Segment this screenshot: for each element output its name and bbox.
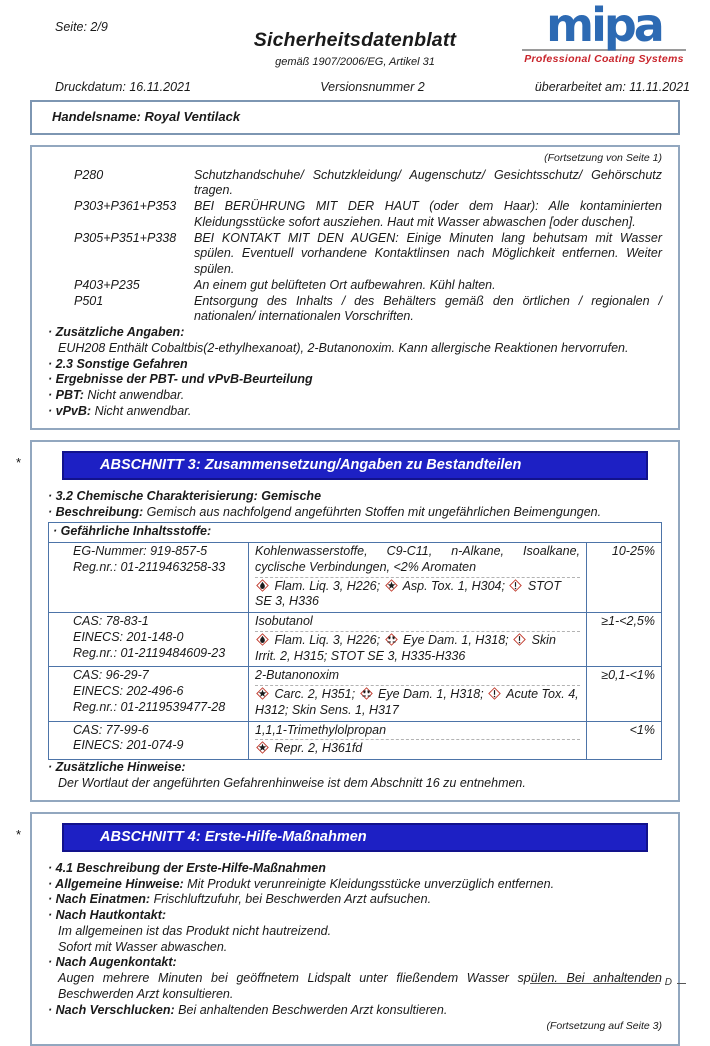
first-aid-text: Im allgemeinen ist das Produkt nicht hautreizend. bbox=[58, 923, 332, 938]
vpvb-label: · vPvB: bbox=[48, 403, 92, 418]
additional-notes-text: Der Wortlaut der angeführten Gefahrenhinweise ist dem Abschnitt 16 zu entnehmen. bbox=[58, 775, 526, 790]
pbt-vpvb-heading: · Ergebnisse der PBT- und vPvB-Beurteilung bbox=[48, 372, 313, 387]
ghs-exclamation-icon bbox=[488, 687, 501, 700]
footer-rule bbox=[677, 983, 686, 984]
hazard-classification: Flam. Liq. 3, H226; bbox=[271, 632, 384, 647]
substance-id-line: EINECS: 201-148-0 bbox=[73, 629, 184, 644]
mipa-logo-wordmark: mipa bbox=[546, 0, 662, 52]
first-aid-text: Augen mehrere Minuten bei geöffnetem Lidspalt unter fließendem Wasser spülen. Bei anhaltenden Beschwerden Arzt konsultieren. bbox=[58, 971, 662, 1001]
substance-name: 1,1,1-Trimethylolpropan bbox=[255, 722, 387, 737]
p-phrase-row bbox=[48, 278, 662, 294]
ghs-exclamation-icon bbox=[509, 579, 522, 592]
hazardous-ingredients-table bbox=[48, 522, 662, 760]
page-footer-mark bbox=[530, 977, 686, 990]
p-phrase-code: P403+P235 bbox=[74, 277, 140, 292]
pbt-label: · PBT: bbox=[48, 388, 84, 403]
ingredients-table-heading: · Gefährliche Inhaltsstoffe: bbox=[53, 524, 212, 539]
pbt-value: Nicht anwendbar. bbox=[87, 388, 185, 403]
revision-date: überarbeitet am: 11.11.2021 bbox=[534, 80, 691, 94]
substance-id-line: EINECS: 202-496-6 bbox=[73, 684, 184, 699]
doc-subtitle: gemäß 1907/2006/EG, Artikel 31 bbox=[275, 55, 435, 68]
substance-name: Isobutanol bbox=[255, 614, 313, 629]
substance-name: 2-Butanonoxim bbox=[255, 668, 340, 683]
p-phrase-row bbox=[48, 199, 662, 231]
print-date: Druckdatum: 16.11.2021 bbox=[55, 80, 191, 94]
substance-id-line: CAS: 78-83-1 bbox=[73, 614, 149, 629]
p-phrase-row bbox=[48, 294, 662, 326]
hazard-classification: Repr. 2, H361fd bbox=[271, 741, 363, 756]
page-number: Seite: 2/9 bbox=[55, 20, 108, 34]
hazard-classification: Eye Dam. 1, H318; bbox=[399, 632, 513, 647]
substance-id-line: EINECS: 201-074-9 bbox=[73, 738, 184, 753]
ingredient-identifiers bbox=[49, 722, 249, 760]
hazard-classification: Skin Irrit. 2, H315; STOT SE 3, H335-H336 bbox=[255, 632, 556, 663]
mipa-logo bbox=[516, 0, 692, 66]
first-aid-text: Frischluftzufuhr, bei Beschwerden Arzt aufsuchen. bbox=[153, 892, 432, 907]
trade-name: Handelsname: Royal Ventilack bbox=[52, 109, 241, 124]
first-aid-line bbox=[48, 892, 662, 908]
concentration-range: 10-25% bbox=[611, 544, 655, 559]
p-phrase-row bbox=[48, 168, 662, 200]
description-text: Gemisch aus nachfolgend angeführten Stoffen mit ungefährlichen Beimengungen. bbox=[146, 504, 602, 519]
additional-info-heading: · Zusätzliche Angaben: bbox=[48, 325, 185, 340]
section-3-box bbox=[16, 440, 680, 802]
hazard-classifications bbox=[255, 577, 580, 611]
hazard-classification: Eye Dam. 1, H318; bbox=[374, 687, 488, 702]
ingredient-identifiers bbox=[49, 667, 249, 720]
description-label: · Beschreibung: bbox=[48, 504, 144, 519]
first-aid-label: · Nach Verschlucken: bbox=[48, 1002, 175, 1017]
first-aid-text: Sofort mit Wasser abwaschen. bbox=[58, 939, 228, 954]
doc-title: Sicherheitsdatenblatt bbox=[253, 29, 457, 51]
ingredient-details bbox=[249, 667, 587, 720]
hazard-classifications bbox=[255, 631, 580, 665]
hazard-classifications bbox=[255, 739, 580, 757]
ghs-corrosion-icon bbox=[360, 687, 373, 700]
ghs-exclamation-icon bbox=[513, 633, 526, 646]
hazard-classification: Flam. Liq. 3, H226; bbox=[271, 578, 384, 593]
hazard-classification: Asp. Tox. 1, H304; bbox=[399, 578, 509, 593]
first-aid-text: Mit Produkt verunreinigte Kleidungsstücke unverzüglich entfernen. bbox=[187, 876, 555, 891]
first-aid-line bbox=[48, 877, 662, 893]
section-3-banner bbox=[62, 451, 648, 480]
doc-title-block bbox=[160, 28, 550, 69]
ghs-health-hazard-icon bbox=[385, 579, 398, 592]
p-phrase-code: P303+P361+P353 bbox=[74, 199, 177, 214]
ingredient-row bbox=[49, 612, 661, 666]
ghs-flame-icon bbox=[256, 633, 269, 646]
p-phrase-text: Schutzhandschuhe/ Schutzkleidung/ Augenschutz/ Gesichtsschutz/ Gehörschutz tragen. bbox=[194, 167, 662, 198]
footer-rule bbox=[530, 983, 660, 984]
section-2-continuation-box bbox=[30, 145, 680, 429]
margin-change-star: * bbox=[16, 454, 22, 470]
ghs-health-hazard-icon bbox=[256, 741, 269, 754]
continuation-to-note: (Fortsetzung auf Seite 3) bbox=[546, 1020, 662, 1033]
logo-tagline: Professional Coating Systems bbox=[524, 52, 684, 65]
concentration-range: ≥0,1-<1% bbox=[601, 668, 655, 683]
first-aid-label: · Nach Einatmen: bbox=[48, 892, 151, 907]
other-hazards-heading: · 2.3 Sonstige Gefahren bbox=[48, 356, 188, 371]
ghs-health-hazard-icon bbox=[256, 687, 269, 700]
first-aid-text: Bei anhaltenden Beschwerden Arzt konsultieren. bbox=[178, 1002, 448, 1017]
p-phrase-row bbox=[48, 231, 662, 278]
trade-name-box bbox=[30, 100, 680, 135]
ingredient-row bbox=[49, 721, 661, 760]
ingredient-details bbox=[249, 722, 587, 760]
section-4-banner bbox=[62, 823, 648, 852]
p-phrase-text: Entsorgung des Inhalts / des Behälters gemäß den örtlichen / regionalen / nationalen/ internationalen Vorschriften. bbox=[194, 293, 662, 324]
substance-id-line: CAS: 77-99-6 bbox=[73, 722, 149, 737]
first-aid-label: · Nach Hautkontakt: bbox=[48, 908, 167, 923]
substance-id-line: Reg.nr.: 01-2119539477-28 bbox=[73, 699, 226, 714]
margin-change-star: * bbox=[16, 826, 22, 842]
p-phrase-text: BEI BERÜHRUNG MIT DER HAUT (oder dem Haar): Alle kontaminierten Kleidungsstücke sofort ausziehen. Haut mit Wasser abwaschen [oder duschen]. bbox=[194, 199, 662, 229]
first-aid-line bbox=[48, 1003, 662, 1019]
section-4-banner-title: ABSCHNITT 4: Erste-Hilfe-Maßnahmen bbox=[100, 828, 367, 845]
footer-country-mark: D bbox=[664, 977, 672, 989]
hazard-classifications bbox=[255, 685, 580, 719]
ghs-flame-icon bbox=[256, 579, 269, 592]
vpvb-line bbox=[48, 404, 662, 420]
ingredient-identifiers bbox=[49, 613, 249, 666]
hazard-classification: Carc. 2, H351; bbox=[271, 687, 359, 702]
concentration-range: <1% bbox=[629, 722, 655, 737]
first-aid-label: · Allgemeine Hinweise: bbox=[48, 876, 184, 891]
euh-statement: EUH208 Enthält Cobaltbis(2-ethylhexanoat), 2-Butanonoxim. Kann allergische Reaktionen hervorrufen. bbox=[58, 340, 629, 355]
chemical-characterization-heading: · 3.2 Chemische Charakterisierung: Gemische bbox=[48, 488, 322, 503]
first-aid-label: · Nach Augenkontakt: bbox=[48, 955, 177, 970]
p-phrase-text: BEI KONTAKT MIT DEN AUGEN: Einige Minuten lang behutsam mit Wasser spülen. Eventuell vorhandene Kontaktlinsen nach Möglichkeit entfernen. Weiter spülen. bbox=[194, 230, 662, 277]
concentration-range: ≥1-<2,5% bbox=[601, 614, 655, 629]
substance-id-line: Reg.nr.: 01-2119484609-23 bbox=[73, 645, 226, 660]
continuation-from-note: (Fortsetzung von Seite 1) bbox=[544, 152, 662, 165]
p-phrase-code: P501 bbox=[74, 293, 104, 308]
substance-id-line: Reg.nr.: 01-2119463258-33 bbox=[73, 559, 226, 574]
ghs-corrosion-icon bbox=[385, 633, 398, 646]
substance-id-line: CAS: 96-29-7 bbox=[73, 668, 149, 683]
p-phrase-code: P305+P351+P338 bbox=[74, 230, 177, 245]
hazard-classification: STOT SE 3, H336 bbox=[255, 578, 562, 609]
version-number: Versionsnummer 2 bbox=[320, 80, 425, 94]
description-line bbox=[48, 505, 662, 521]
additional-notes-heading: · Zusätzliche Hinweise: bbox=[48, 760, 186, 775]
substance-name: Kohlenwasserstoffe, C9-C11, n-Alkane, Isoalkane, cyclische Verbindungen, <2% Aromaten bbox=[255, 544, 580, 574]
page-header bbox=[0, 0, 710, 100]
p-phrase-code: P280 bbox=[74, 167, 104, 182]
pbt-line bbox=[48, 388, 662, 404]
section-4-box bbox=[16, 812, 680, 1046]
vpvb-value: Nicht anwendbar. bbox=[94, 403, 192, 418]
first-aid-heading: · 4.1 Beschreibung der Erste-Hilfe-Maßnahmen bbox=[48, 860, 326, 875]
hazard-classification: Acute Tox. 4, H312; Skin Sens. 1, H317 bbox=[255, 687, 579, 717]
ingredient-details bbox=[249, 613, 587, 666]
ingredient-identifiers bbox=[49, 543, 249, 612]
ingredient-row bbox=[49, 542, 661, 612]
substance-id-line: EG-Nummer: 919-857-5 bbox=[73, 544, 208, 559]
dates-row bbox=[55, 80, 690, 96]
p-phrase-text: An einem gut belüfteten Ort aufbewahren. Kühl halten. bbox=[194, 277, 496, 292]
ingredient-details bbox=[249, 543, 587, 612]
ingredient-row bbox=[49, 666, 661, 720]
section-3-banner-title: ABSCHNITT 3: Zusammensetzung/Angaben zu Bestandteilen bbox=[100, 456, 522, 473]
